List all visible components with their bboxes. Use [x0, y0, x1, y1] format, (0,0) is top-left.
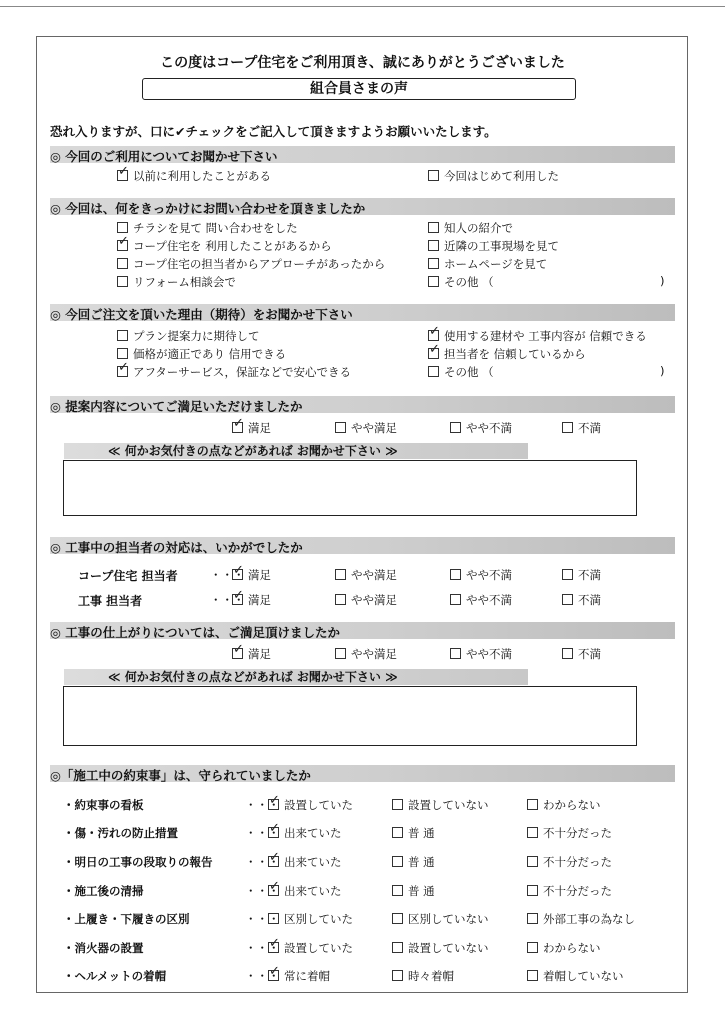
checkbox-checked[interactable] [232, 648, 243, 659]
checkbox[interactable] [335, 594, 346, 605]
option-label: 使用する建材や 工事内容が 信頼できる [444, 329, 647, 343]
option-label: チラシを見て 問い合わせをした [133, 221, 298, 235]
option-label: やや満足 [351, 647, 397, 661]
checkbox-checked[interactable] [268, 970, 279, 981]
q7-row-3-lead: ・・・ [245, 884, 280, 898]
option-label: 不十分だった [543, 855, 612, 869]
q3-option-4[interactable] [428, 346, 586, 362]
option-label: その他 （ [444, 275, 494, 289]
q7-row-1-opt-0[interactable] [268, 825, 342, 841]
option-label: 不十分だった [543, 826, 612, 840]
option-label: 着帽していない [543, 969, 624, 983]
q5-row-0-opt-0[interactable] [232, 567, 271, 583]
option-label: コープ住宅の担当者からアプローチがあったから [133, 257, 386, 271]
option-label: 不十分だった [543, 884, 612, 898]
subtitle-box: 組合員さまの声 [142, 78, 576, 100]
checkbox[interactable] [268, 913, 279, 924]
checkbox[interactable] [527, 913, 538, 924]
section-q1-heading: ◎ 今回のご利用についてお聞かせ下さい [50, 149, 278, 164]
q7-row-5-label: ・消火器の設置 [63, 941, 144, 955]
option-label: 不満 [578, 593, 601, 607]
q6-comment-field[interactable] [63, 686, 637, 746]
option-label: やや満足 [351, 568, 397, 582]
q7-row-1-opt-2[interactable] [527, 825, 612, 841]
option-label: やや不満 [466, 647, 512, 661]
instructions: 恐れ入りますが、口に✔チェックをご記入して頂きますようお願いいたします。 [50, 124, 497, 139]
section-q6-heading: ◎ 工事の仕上がりについては、ご満足頂けましたか [50, 625, 341, 640]
option-label: 満足 [248, 593, 271, 607]
q7-row-1-label: ・傷・汚れの防止措置 [63, 826, 178, 840]
option-label: 知人の紹介で [444, 221, 513, 235]
q7-row-0-opt-1[interactable] [392, 797, 489, 813]
checkbox-checked[interactable] [428, 348, 439, 359]
option-label: 設置していない [408, 798, 489, 812]
checkbox[interactable] [117, 348, 128, 359]
option-label: やや満足 [351, 593, 397, 607]
section-q2-heading: ◎ 今回は、何をきっかけにお問い合わせを頂きましたか [50, 201, 366, 216]
q5-row-0-opt-3[interactable] [562, 567, 601, 583]
section-q7-heading: ◎「施工中の約束事」は、守られていましたか [50, 768, 311, 783]
checkbox-checked[interactable] [117, 240, 128, 251]
q3-option-2[interactable] [117, 364, 351, 380]
option-label: 普 通 [408, 855, 435, 869]
checkbox[interactable] [428, 276, 439, 287]
q3-other-close: ) [660, 364, 665, 378]
q7-row-4-label: ・上履き・下履きの区別 [63, 912, 190, 926]
q7-row-0-label: ・約束事の看板 [63, 798, 144, 812]
checkbox[interactable] [527, 799, 538, 810]
option-label: 出来ていた [284, 884, 342, 898]
top-rule [0, 6, 725, 7]
q2-option-2[interactable] [117, 256, 385, 272]
option-label: 満足 [248, 568, 271, 582]
q7-row-6-label: ・ヘルメットの着帽 [63, 969, 167, 983]
checkbox-checked[interactable] [268, 942, 279, 953]
q6-option-0[interactable] [232, 646, 271, 662]
q4-comment-heading: ≪ 何かお気付きの点などがあれば お聞かせ下さい ≫ [64, 443, 528, 459]
section-q2 [50, 198, 675, 215]
checkbox[interactable] [562, 648, 573, 659]
section-q3 [50, 304, 675, 321]
q7-row-5-opt-1[interactable] [392, 940, 489, 956]
checkbox[interactable] [562, 569, 573, 580]
q7-row-4-opt-2[interactable] [527, 911, 635, 927]
q7-row-4-opt-1[interactable] [392, 911, 489, 927]
option-label: 近隣の工事現場を見て [444, 239, 559, 253]
option-label: やや不満 [466, 593, 512, 607]
checkbox[interactable] [335, 422, 346, 433]
section-q4-heading: ◎ 提案内容についてご満足いただけましたか [50, 399, 303, 414]
q7-row-5-opt-0[interactable] [268, 940, 353, 956]
option-label: 出来ていた [284, 855, 342, 869]
section-q1 [50, 146, 675, 163]
option-label: 価格が適正であり 信用できる [133, 347, 287, 361]
option-label: 区別していた [284, 912, 353, 926]
option-label: 担当者を 信頼しているから [444, 347, 586, 361]
checkbox-checked[interactable] [268, 856, 279, 867]
q4-option-3[interactable] [562, 420, 601, 436]
checkbox[interactable] [527, 827, 538, 838]
option-label: 満足 [248, 421, 271, 435]
q7-row-3-opt-2[interactable] [527, 883, 612, 899]
q1-option-1[interactable] [428, 168, 559, 184]
checkbox[interactable] [450, 594, 461, 605]
q7-row-3-label: ・施工後の清掃 [63, 884, 144, 898]
checkbox[interactable] [428, 222, 439, 233]
checkbox[interactable] [392, 970, 403, 981]
checkbox-checked[interactable] [268, 827, 279, 838]
q1-option-0[interactable] [117, 168, 271, 184]
option-label: やや満足 [351, 421, 397, 435]
q7-row-6-lead: ・・・ [245, 969, 280, 983]
section-q4 [50, 396, 675, 413]
q5-row-0-label: コープ住宅 担当者 [78, 569, 178, 583]
q5-row-1-opt-3[interactable] [562, 592, 601, 608]
q7-row-6-opt-0[interactable] [268, 968, 330, 984]
option-label: 設置していない [408, 941, 489, 955]
q7-row-1-lead: ・・・ [245, 826, 280, 840]
checkbox-checked[interactable] [232, 422, 243, 433]
checkbox-checked[interactable] [428, 330, 439, 341]
checkbox[interactable] [335, 569, 346, 580]
option-label: 今回はじめて利用した [444, 169, 559, 183]
q7-row-5-opt-2[interactable] [527, 940, 601, 956]
q2-option-3[interactable] [117, 274, 236, 290]
q7-row-0-opt-0[interactable] [268, 797, 353, 813]
q7-row-6-opt-1[interactable] [392, 968, 454, 984]
q3-option-1[interactable] [117, 346, 286, 362]
q5-row-1-opt-2[interactable] [450, 592, 512, 608]
option-label: 出来ていた [284, 826, 342, 840]
q2-option-0[interactable] [117, 220, 298, 236]
option-label: 満足 [248, 647, 271, 661]
option-label: 普 通 [408, 826, 435, 840]
option-label: コープ住宅を 利用したことがあるから [133, 239, 332, 253]
checkbox[interactable] [392, 827, 403, 838]
checkbox[interactable] [392, 856, 403, 867]
q7-row-5-lead: ・・・ [245, 941, 280, 955]
checkbox[interactable] [562, 594, 573, 605]
q7-row-0-opt-2[interactable] [527, 797, 601, 813]
q4-option-2[interactable] [450, 420, 512, 436]
checkbox[interactable] [428, 258, 439, 269]
checkbox[interactable] [335, 648, 346, 659]
checkbox[interactable] [117, 276, 128, 287]
q7-row-1-opt-1[interactable] [392, 825, 435, 841]
option-label: 不満 [578, 647, 601, 661]
checkbox[interactable] [527, 942, 538, 953]
checkbox-checked[interactable] [232, 594, 243, 605]
checkbox[interactable] [117, 258, 128, 269]
q3-option-3[interactable] [428, 328, 647, 344]
option-label: アフターサービス，保証などで安心できる [133, 365, 352, 379]
q2-option-6[interactable] [428, 256, 547, 272]
checkbox[interactable] [450, 422, 461, 433]
option-label: 時々着帽 [408, 969, 454, 983]
q2-option-1[interactable] [117, 238, 332, 254]
option-label: 区別していない [408, 912, 489, 926]
q7-row-4-lead: ・・・ [245, 912, 280, 926]
checkbox[interactable] [450, 648, 461, 659]
checkbox[interactable] [428, 240, 439, 251]
q5-row-0-opt-1[interactable] [335, 567, 397, 583]
option-label: わからない [543, 798, 601, 812]
page-title: この度はコープ住宅をご利用頂き、誠にありがとうございました [160, 55, 565, 71]
q3-option-5[interactable] [428, 364, 494, 380]
checkbox[interactable] [392, 942, 403, 953]
checkbox[interactable] [392, 799, 403, 810]
q5-row-1-opt-1[interactable] [335, 592, 397, 608]
checkbox-checked[interactable] [268, 799, 279, 810]
q4-option-1[interactable] [335, 420, 397, 436]
q7-row-2-opt-2[interactable] [527, 854, 612, 870]
section-q7 [50, 765, 675, 782]
option-label: ホームページを見て [444, 257, 548, 271]
q7-row-0-lead: ・・・ [245, 798, 280, 812]
checkbox[interactable] [527, 885, 538, 896]
q3-option-0[interactable] [117, 328, 260, 344]
q2-other-close: ) [660, 274, 665, 288]
option-label: 常に着帽 [284, 969, 330, 983]
q7-row-2-opt-1[interactable] [392, 854, 435, 870]
option-label: 設置していた [284, 798, 353, 812]
q2-option-5[interactable] [428, 238, 559, 254]
q4-comment-field[interactable] [63, 460, 637, 516]
checkbox[interactable] [527, 970, 538, 981]
checkbox-checked[interactable] [232, 569, 243, 580]
option-label: 外部工事の為なし [543, 912, 635, 926]
q7-row-6-opt-2[interactable] [527, 968, 624, 984]
option-label: プラン提案力に期待して [133, 329, 260, 343]
q5-row-0-lead: ・・・ [210, 568, 245, 582]
option-label: リフォーム相談会で [133, 275, 236, 289]
checkbox[interactable] [392, 885, 403, 896]
checkbox[interactable] [117, 222, 128, 233]
checkbox[interactable] [450, 569, 461, 580]
checkbox-checked[interactable] [117, 170, 128, 181]
option-label: やや不満 [466, 568, 512, 582]
option-label: 不満 [578, 568, 601, 582]
option-label: 不満 [578, 421, 601, 435]
q7-row-3-opt-0[interactable] [268, 883, 342, 899]
option-label: 設置していた [284, 941, 353, 955]
checkbox-checked[interactable] [268, 885, 279, 896]
checkbox-checked[interactable] [117, 366, 128, 377]
section-q5-heading: ◎ 工事中の担当者の対応は、いかがでしたか [50, 540, 303, 555]
checkbox[interactable] [392, 913, 403, 924]
option-label: その他 （ [444, 365, 494, 379]
q5-row-1-label: 工事 担当者 [78, 594, 143, 608]
section-q3-heading: ◎ 今回ご注文を頂いた理由（期待）をお聞かせ下さい [50, 307, 353, 322]
q7-row-4-opt-0[interactable] [268, 911, 353, 927]
q5-row-1-lead: ・・・ [210, 593, 245, 607]
section-q6 [50, 622, 675, 639]
checkbox[interactable] [117, 330, 128, 341]
option-label: 普 通 [408, 884, 435, 898]
checkbox[interactable] [527, 856, 538, 867]
q2-option-4[interactable] [428, 220, 513, 236]
q7-row-3-opt-1[interactable] [392, 883, 435, 899]
checkbox[interactable] [562, 422, 573, 433]
q7-row-2-label: ・明日の工事の段取りの報告 [63, 855, 213, 869]
option-label: やや不満 [466, 421, 512, 435]
q6-comment-heading: ≪ 何かお気付きの点などがあれば お聞かせ下さい ≫ [64, 669, 528, 685]
q5-row-0-opt-2[interactable] [450, 567, 512, 583]
q7-row-2-opt-0[interactable] [268, 854, 342, 870]
q7-row-2-lead: ・・・ [245, 855, 280, 869]
q2-option-7[interactable] [428, 274, 494, 290]
q4-option-0[interactable] [232, 420, 271, 436]
option-label: わからない [543, 941, 601, 955]
q6-option-3[interactable] [562, 646, 601, 662]
option-label: 以前に利用したことがある [133, 169, 271, 183]
q6-option-2[interactable] [450, 646, 512, 662]
section-q5 [50, 537, 675, 554]
q5-row-1-opt-0[interactable] [232, 592, 271, 608]
q6-option-1[interactable] [335, 646, 397, 662]
checkbox[interactable] [428, 366, 439, 377]
checkbox[interactable] [428, 170, 439, 181]
